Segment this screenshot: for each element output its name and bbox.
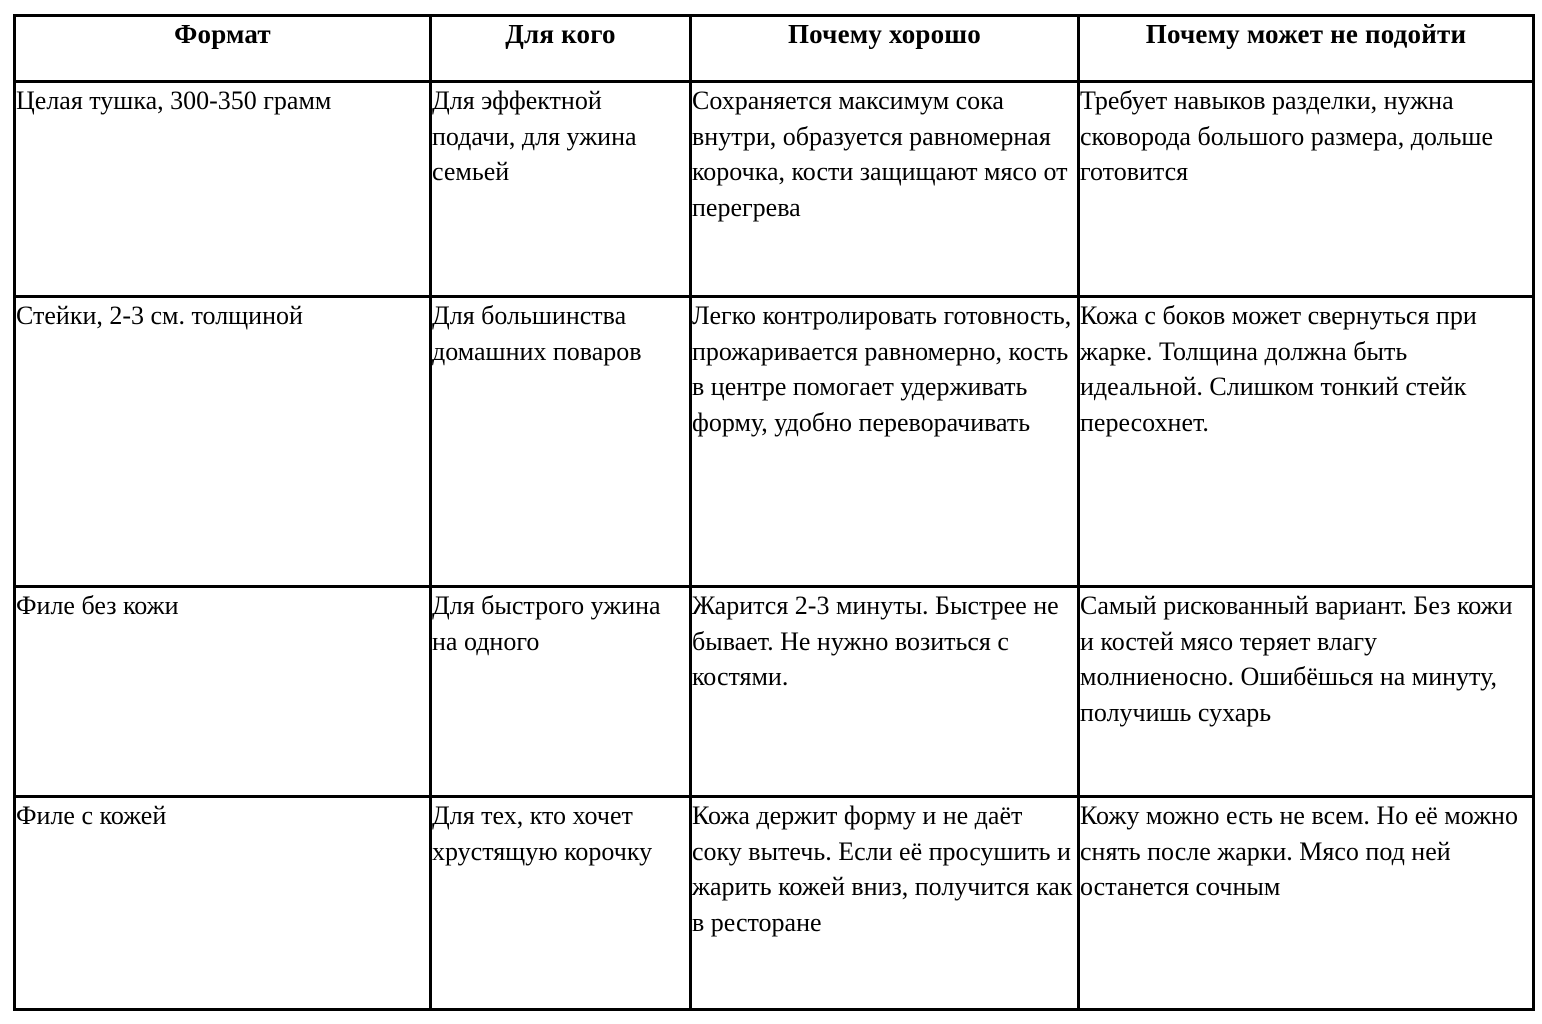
- table-row: [15, 797, 1534, 1010]
- table-header-row: [15, 16, 1534, 82]
- cell-format: [15, 587, 431, 797]
- cell-why-good: [691, 297, 1079, 587]
- cell-text: Стейки, 2-3 см. толщиной: [16, 301, 303, 330]
- cell-text: Кожу можно есть не всем. Но её можно снять после жарки. Мясо под ней останется сочным: [1080, 801, 1518, 901]
- cell-text: Целая тушка, 300-350 грамм: [16, 86, 332, 115]
- table-row: [15, 82, 1534, 297]
- cell-for-whom: [431, 797, 691, 1010]
- cell-text: Филе без кожи: [16, 591, 179, 620]
- comparison-table: [13, 14, 1535, 1011]
- cell-text: Требует навыков разделки, нужна сковорода большого размера, дольше готовится: [1080, 86, 1493, 186]
- cell-why-not-suitable: [1079, 82, 1534, 297]
- cell-why-not-suitable: [1079, 797, 1534, 1010]
- cell-text: Сохраняется максимум сока внутри, образуется равномерная корочка, кости защищают мясо от перегрева: [692, 86, 1068, 222]
- cell-text: Самый рискованный вариант. Без кожи и костей мясо теряет влагу молниеносно. Ошибёшься на минуту, получишь сухарь: [1080, 591, 1513, 727]
- column-header-why-good: Почему хорошо: [691, 16, 1079, 82]
- cell-text: Легко контролировать готовность, прожаривается равномерно, кость в центре помогает удерживать форму, удобно переворачивать: [692, 301, 1072, 437]
- column-header-why-not-suitable: Почему может не подойти: [1079, 16, 1534, 82]
- table-header: [15, 16, 1534, 82]
- cell-for-whom: [431, 82, 691, 297]
- cell-format: [15, 797, 431, 1010]
- cell-text: Кожа с боков может свернуться при жарке. Толщина должна быть идеальной. Слишком тонкий стейк пересохнет.: [1080, 301, 1477, 437]
- table-body: [15, 82, 1534, 1010]
- column-header-for-whom: Для кого: [431, 16, 691, 82]
- cell-text: Жарится 2-3 минуты. Быстрее не бывает. Не нужно возиться с костями.: [692, 591, 1059, 691]
- table-row: [15, 297, 1534, 587]
- cell-why-not-suitable: [1079, 587, 1534, 797]
- cell-text: Кожа держит форму и не даёт соку вытечь. Если её просушить и жарить кожей вниз, получится как в ресторане: [692, 801, 1073, 937]
- cell-why-good: [691, 82, 1079, 297]
- cell-for-whom: [431, 297, 691, 587]
- comparison-table-container: [13, 14, 1532, 1008]
- cell-text: Для быстрого ужина на одного: [432, 591, 661, 656]
- cell-text: Филе с кожей: [16, 801, 167, 830]
- cell-why-good: [691, 797, 1079, 1010]
- cell-why-good: [691, 587, 1079, 797]
- cell-format: [15, 297, 431, 587]
- table-row: [15, 587, 1534, 797]
- cell-text: Для большинства домашних поваров: [432, 301, 642, 366]
- cell-text: Для эффектной подачи, для ужина семьей: [432, 86, 637, 186]
- cell-why-not-suitable: [1079, 297, 1534, 587]
- cell-text: Для тех, кто хочет хрустящую корочку: [432, 801, 653, 866]
- cell-for-whom: [431, 587, 691, 797]
- column-header-format: Формат: [15, 16, 431, 82]
- cell-format: [15, 82, 431, 297]
